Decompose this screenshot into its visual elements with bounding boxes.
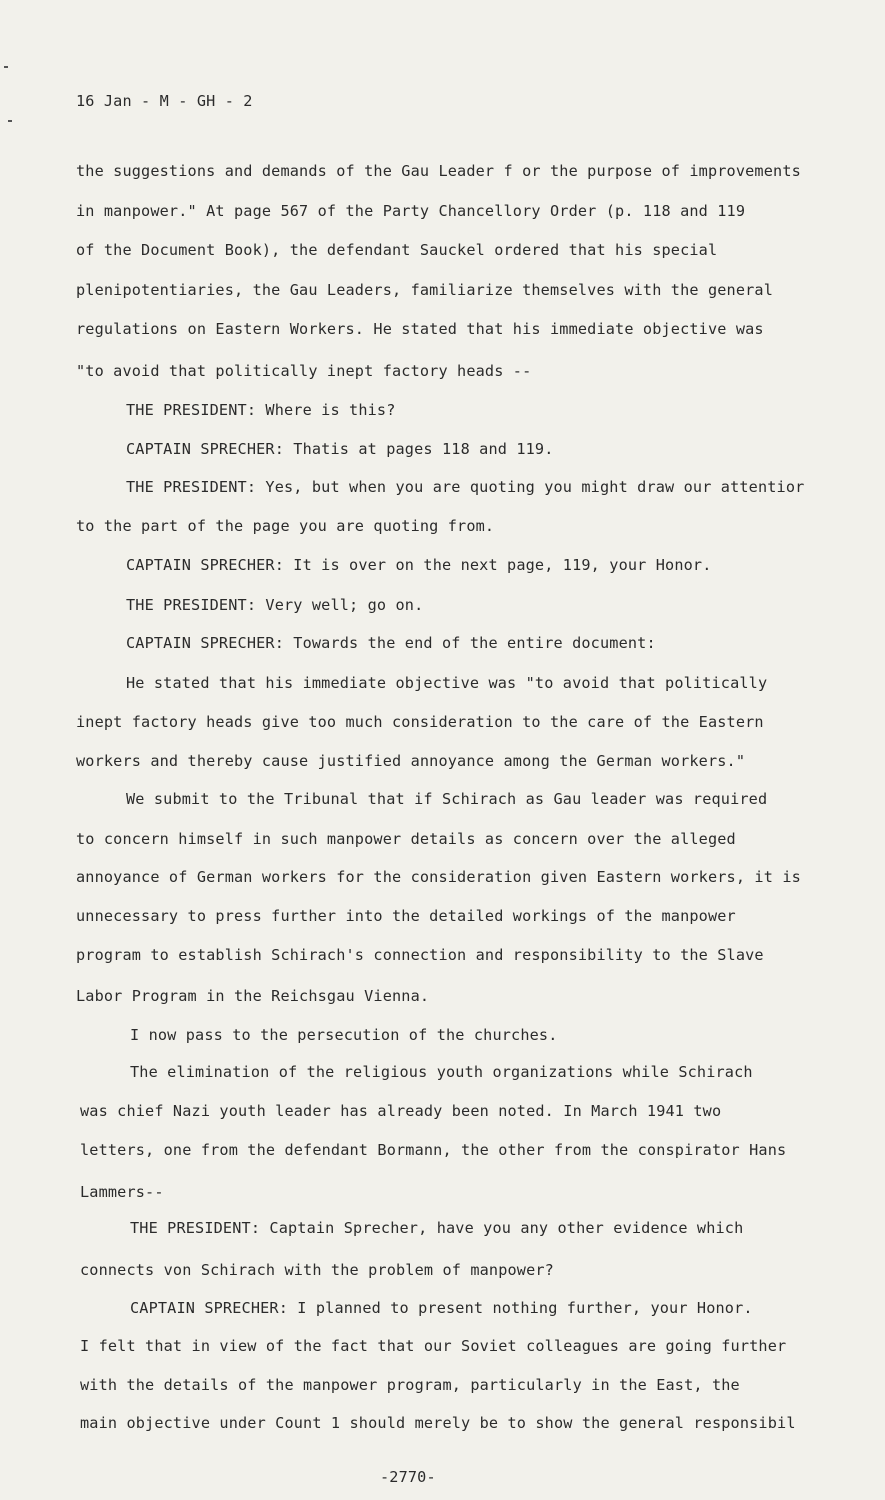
text-line: inept factory heads give too much consideration to the care of the Eastern (76, 713, 764, 731)
text-line: CAPTAIN SPRECHER: Towards the end of the entire document: (126, 634, 656, 652)
text-line: I now pass to the persecution of the churches. (130, 1026, 558, 1044)
text-line: was chief Nazi youth leader has already been noted. In March 1941 two (80, 1102, 722, 1120)
text-line: CAPTAIN SPRECHER: Thatis at pages 118 and 119. (126, 440, 554, 458)
text-line: THE PRESIDENT: Very well; go on. (126, 596, 424, 614)
text-line: "to avoid that politically inept factory heads -- (76, 362, 532, 380)
text-line: The elimination of the religious youth organizations while Schirach (130, 1063, 753, 1081)
text-line: program to establish Schirach's connection and responsibility to the Slave (76, 946, 764, 964)
text-line: annoyance of German workers for the consideration given Eastern workers, it is (76, 868, 801, 886)
text-line: of the Document Book), the defendant Sauckel ordered that his special (76, 241, 718, 259)
text-line: connects von Schirach with the problem of manpower? (80, 1261, 554, 1279)
text-line: We submit to the Tribunal that if Schirach as Gau leader was required (126, 790, 768, 808)
margin-mark (4, 66, 8, 68)
text-line: He stated that his immediate objective was "to avoid that politically (126, 674, 768, 692)
text-line: I felt that in view of the fact that our Soviet colleagues are going further (80, 1337, 787, 1355)
text-line: THE PRESIDENT: Captain Sprecher, have you any other evidence which (130, 1219, 744, 1237)
text-line: main objective under Count 1 should merely be to show the general responsibil (80, 1414, 796, 1432)
text-line: to the part of the page you are quoting from. (76, 517, 495, 535)
margin-mark (8, 120, 12, 122)
text-line: workers and thereby cause justified annoyance among the German workers." (76, 752, 746, 770)
text-line: letters, one from the defendant Bormann, the other from the conspirator Hans (80, 1141, 787, 1159)
text-line: Labor Program in the Reichsgau Vienna. (76, 987, 430, 1005)
text-line: Lammers-- (80, 1183, 164, 1201)
text-line: THE PRESIDENT: Where is this? (126, 401, 396, 419)
text-line: regulations on Eastern Workers. He stated that his immediate objective was (76, 320, 764, 338)
text-line: with the details of the manpower program, particularly in the East, the (80, 1376, 740, 1394)
text-line: in manpower." At page 567 of the Party Chancellory Order (p. 118 and 119 (76, 202, 746, 220)
text-line: CAPTAIN SPRECHER: I planned to present nothing further, your Honor. (130, 1299, 753, 1317)
page-header: 16 Jan - M - GH - 2 (76, 92, 253, 110)
text-line: THE PRESIDENT: Yes, but when you are quoting you might draw our attentior (126, 478, 805, 496)
text-line: plenipotentiaries, the Gau Leaders, familiarize themselves with the general (76, 281, 774, 299)
page-number: -2770- (380, 1468, 436, 1486)
text-line: CAPTAIN SPRECHER: It is over on the next page, 119, your Honor. (126, 556, 712, 574)
text-line: to concern himself in such manpower details as concern over the alleged (76, 830, 736, 848)
text-line: the suggestions and demands of the Gau Leader f or the purpose of improvements (76, 162, 801, 180)
text-line: unnecessary to press further into the detailed workings of the manpower (76, 907, 736, 925)
